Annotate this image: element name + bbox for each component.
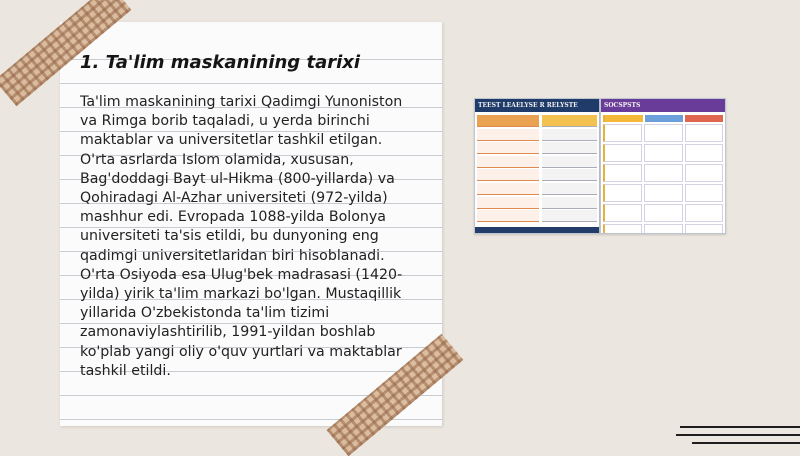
comparison-table-grid: [603, 115, 723, 234]
slide-body-text: Ta'lim maskanining tarixi Qadimgi Yunoniston va Rimga borib taqaladi, u yerda birinchi maktablar va universitetlar tashkil etilgan. O'rta asrlarda Islom olamida, xususan, Bag'doddagi Bayt ul-Hikma (800-yillarda) va Qohiradagi Al-Azhar universiteti (972-yilda) mashhur edi. Evropada 1088-yilda Bolonya universiteti ta'sis etildi, bu dunyoning eng qadimgi universitetlaridan biri hisoblanadi. O'rta Osiyoda esa Ulug'bek madrasasi (1420-yilda) yirik ta'lim markazi bo'lgan. Mustaqillik yillarida O'zbekistonda ta'lim tizimi zamonaviylashtirilib, 1991-yildan boshlab ko'plab yangi oliy o'quv yurtlari va maktablar tashkil etildi.: [80, 94, 403, 379]
decorative-line-2: [676, 434, 800, 436]
slide-title: 1. Ta'lim maskanining tarixi: [80, 52, 361, 73]
timeline-footer-band: [475, 227, 599, 233]
comparison-table-title: SOCSPSTS: [601, 99, 725, 112]
timeline-rows: [477, 115, 597, 224]
timeline-infographic-title: TEEST LEAELYSE R RELYSTE: [475, 99, 599, 112]
timeline-infographic-image: [474, 98, 600, 234]
comparison-table-image: [600, 98, 726, 234]
decorative-line-3: [692, 442, 800, 444]
decorative-line-1: [680, 426, 800, 428]
